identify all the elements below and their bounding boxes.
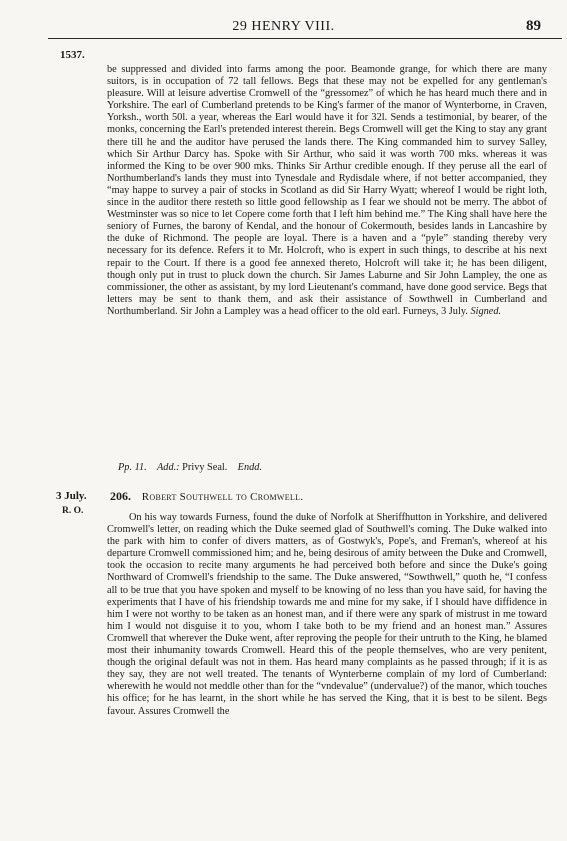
document-note bbox=[118, 462, 262, 473]
note-endd: Endd. bbox=[237, 462, 262, 473]
note-seal: Privy Seal. bbox=[182, 462, 228, 473]
page-number: 89 bbox=[526, 18, 541, 34]
letter-body: On his way towards Furness, found the duke of Norfolk at Sheriffhutton in Yorkshire, and delivered Cromwell's letter, on reading which the Duke seemed glad of Southwell's coming. The Duke walked into the park with him to confer of divers matters, as of Gostwyk's, Pope's, and Freman's, whereof at his departure Cromwell commissioned him; and he, being desirous of amity between the Duke and Cromwell, took the occasion to recite many arguments he had perceived both before and since the Duke's going Northward of Cromwell's friendship to the same. The Duke answered, “Sowthwell,” quoth he, “I confess all to be true that you have spoken and myself to be knowing of no less than you have said, for having the experiments that I have of his friendship towards me and mine for my sake, if I should have diffidence in him I were not worthy to be taken as an honest man, and if there were any spark of mistrust in me toward him I would not disguise it to you, whom I take both to be my friend and an honest man.” Assures Cromwell that wherever the Duke went, after reproving the people for their untruth to the King, he blamed most their inhumanity towards Cromwell. Heard this of the people themselves, who are very penitent, though the original default was not in them. Has heard many complaints as he passed through; if it is as they say, they are not well treated. The tenants of Wynterberne complain of my lord of Cumberland: wherewith he would not meddle other than for the “vndevalue” (undervalue?) of the manor, which touches his office; for he has learnt, in the short while he has served the King, that it is best to be silent. Begs favour. Assures Cromwell the bbox=[107, 512, 547, 717]
margin-year: 1537. bbox=[60, 49, 85, 61]
library-stamp-watermark bbox=[6, 500, 24, 830]
running-header bbox=[0, 16, 567, 38]
entry-source: R. O. bbox=[62, 506, 84, 516]
header-rule bbox=[48, 38, 562, 39]
note-add: Add.: bbox=[157, 462, 180, 473]
running-title: 29 HENRY VIII. bbox=[232, 19, 335, 34]
letter-body-continued bbox=[107, 64, 547, 318]
entry-number: 206. bbox=[110, 489, 131, 503]
signed-note: Signed. bbox=[470, 305, 502, 317]
paragraph bbox=[107, 64, 547, 318]
entry-title: Robert Southwell to Cromwell. bbox=[141, 491, 304, 503]
entry-heading bbox=[110, 489, 303, 504]
paragraph-text: be suppressed and divided into farms among the poor. Beamonde grange, for which there are many suitors, is in occupation of 72 tall fellows. Begs that these may not be expelled for any gentleman's pleasure. Will at leisure advertise Cromwell of the “gressomez” of which he has heard much there and in Yorkshire. The earl of Cumberland pretends to be King's farmer of the manor of Wynterborne, in Craven, Yorksh., worth 50l. a year, whereas the Earl would have it for 32l. Sends a testimonial, by bearer, of the monks, concerning the Earl's pretended interest therein. Begs Cromwell will get the King to stay any grant there till he and the auditor have perused the lands there. The King commanded him to survey Salley, which Sir Arthur Darcy has. Spoke with Sir Arthur, who said it was worth 700 mks. whereas it was informed the King to be over 900 mks. Thinks Sir Arthur credible enough. If they peruse all the earl of Northumberland's lands they must into Tynesdale and Rydisdale where, if not better accompanied, they “may happe to survey a pair of stocks in Scotland as did Sir Harry Wyatt; whereof I would be right loth, since in the auditor there resteth so little good fellowship as I fear we should not be merry. The abbot of Westminster was so nice to let Copere come forth that I left him behind me.” The King shall have here the seniory of Furnes, the barony of Kendal, and the honour of Cokermouth, besides lands in Lancashire by the duke of Richmond. The people are loyal. There is a haven and a “pyle” standing thereby very necessary for its defence. Refers it to Mr. Holcroft, who is expert in such things, to describe at his next repair to the Court. If there is a good fee annexed thereto, Holcroft will take it; he has been diligent, though only put in trust to pluck down the church. Sir James Laburne and Sir John Lampley, the one as commissioner, the other as assistant, by my lord Lieutenant's command, have done good service. Begs that letters may be sent to thank them, and ask their assistance of Sowthwell in Cumberland and Northumberland. Sir John a Lampley was a head officer to the old earl. Furneys, 3 July. bbox=[107, 64, 547, 317]
note-pages: Pp. 11. bbox=[118, 462, 147, 473]
entry-date: 3 July. bbox=[56, 490, 87, 502]
